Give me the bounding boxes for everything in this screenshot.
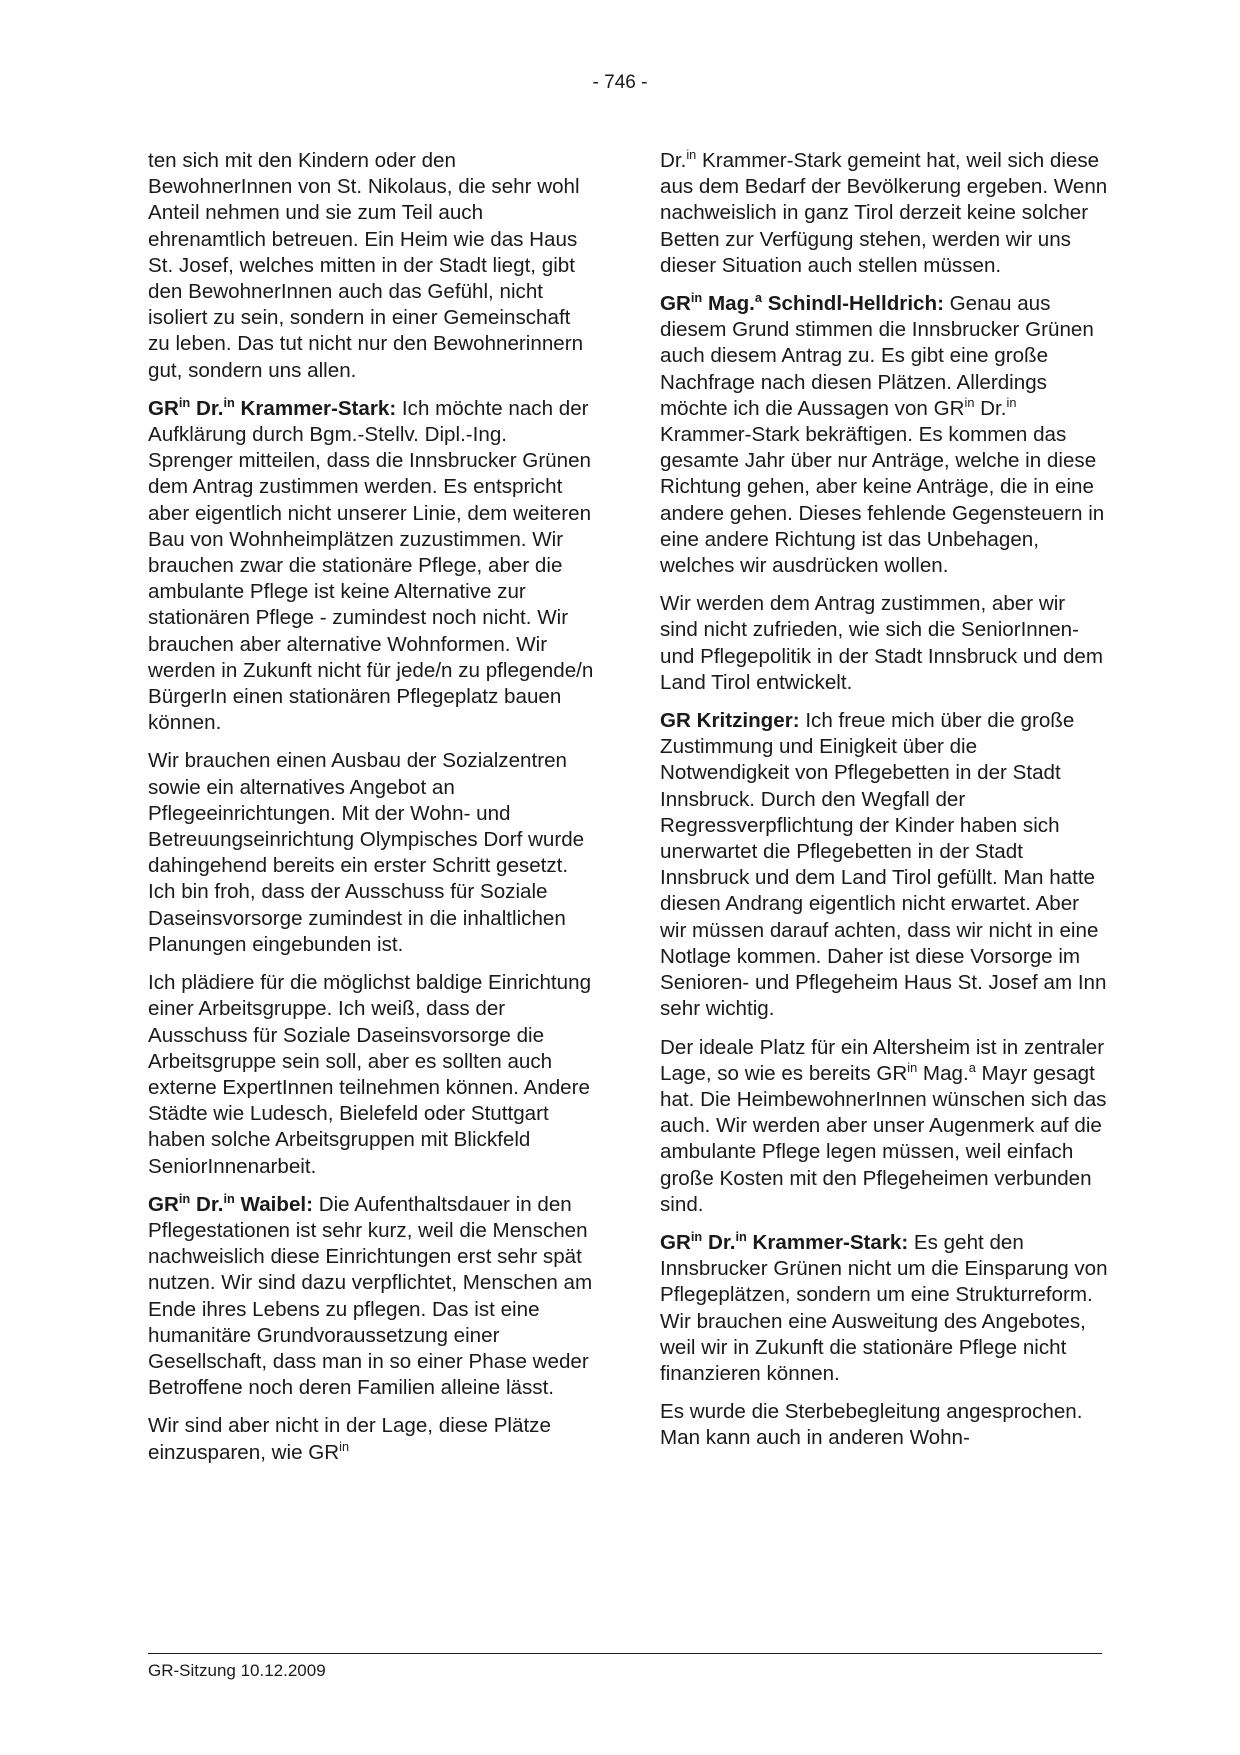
- speaker-label: $GR^{in}$ Dr.$^{in}$ Krammer-Stark:: [660, 1229, 909, 1254]
- paragraph: Wir sind aber nicht in der Lage, diese Plätze einzusparen, wie $GR^{in}$: [148, 1414, 551, 1464]
- speech-text: Genau aus diesem Grund stimmen die Innsbrucker Grünen auch diesem Antrag zu. Es gibt eine große Nachfrage nach diesen Plätzen. Allerdings möchte ich die Aussagen von $GR^{in}$ Dr.$^{in}$ Krammer-Stark bekräftigen. Es kommen das gesamte Jahr über nur Anträge, welche in diese Richtung gehen, aber keine Anträge, die in eine andere gehen. Dieses fehlende Gegensteuern in eine andere Richtung ist das Unbehagen, welches wir ausdrücken wollen.: [660, 292, 1105, 578]
- paragraph: Dr.$^{in}$ Krammer-Stark gemeint hat, weil sich diese aus dem Bedarf der Bevölkerung ergeben. Wenn nachweislich in ganz Tirol derzeit keine solcher Betten zur Verfügung stehen, werden wir uns dieser Situation auch stellen müssen.: [660, 147, 1108, 277]
- footer-session-date: GR-Sitzung 10.12.2009: [148, 1661, 326, 1680]
- paragraph: Ich plädiere für die möglichst baldige Einrichtung einer Arbeitsgruppe. Ich weiß, dass der Ausschuss für Soziale Daseinsvorsorge die Arbeitsgruppe sein soll, aber es sollten auch externe ExpertInnen teilnehmen können. Andere Städte wie Ludesch, Bielefeld oder Stuttgart haben solche Arbeitsgruppen mit Blickfeld SeniorInnenarbeit.: [148, 971, 592, 1178]
- right-column: [660, 148, 1108, 1464]
- speech-text: Die Aufenthaltsdauer in den Pflegestationen ist sehr kurz, weil die Menschen nachweislich diese Einrichtungen erst sehr spät nutzen. Wir sind dazu verpflichtet, Menschen am Ende ihres Lebens zu pflegen. Das ist eine humanitäre Grundvoraussetzung einer Gesellschaft, dass man in so einer Phase weder Betroffene noch deren Familien alleine lässt.: [148, 1192, 593, 1400]
- paragraph: ten sich mit den Kindern oder den BewohnerInnen von St. Nikolaus, die sehr wohl Anteil nehmen und sie zum Teil auch ehrenamtlich betreuen. Ein Heim wie das Haus St. Josef, welches mitten in der Stadt liegt, gibt den BewohnerInnen auch das Gefühl, nicht isoliert zu sein, sondern in einer Gemeinschaft zu leben. Das tut nicht nur den Bewohnerinnern gut, sondern uns allen.: [148, 149, 584, 382]
- left-column: [148, 148, 596, 1478]
- speech-text: Ich möchte nach der Aufklärung durch Bgm.-Stellv. Dipl.-Ing. Sprenger mitteilen, dass die Innsbrucker Grünen dem Antrag zustimmen werden. Es entspricht aber eigentlich nicht unserer Linie, dem weiteren Bau von Wohnheimplätzen zuzustimmen. Wir brauchen zwar die stationäre Pflege, aber die ambulante Pflege ist keine Alternative zur stationären Pflege - zumindest noch nicht. Wir brauchen aber alternative Wohnformen. Wir werden in Zukunft nicht für jede/n zu pflegende/n BürgerIn einen stationären Pflegeplatz bauen können.: [148, 396, 594, 735]
- paragraph: Es wurde die Sterbebegleitung angesprochen. Man kann auch in anderen Wohn-: [660, 1400, 1083, 1450]
- speech-text: Ich freue mich über die große Zustimmung und Einigkeit über die Notwendigkeit von Pflegebetten in der Stadt Innsbruck. Durch den Wegfall der Regressverpflichtung der Kinder haben sich unerwartet die Pflegebetten in der Stadt Innsbruck und dem Land Tirol gefüllt. Man hatte diesen Andrang eigentlich nicht erwartet. Aber wir müssen darauf achten, dass wir nicht in eine Notlage kommen. Daher ist diese Vorsorge im Senioren- und Pflegeheim Haus St. Josef am Inn sehr wichtig.: [660, 709, 1107, 1021]
- speaker-label: $GR^{in}$ Dr.$^{in}$ Krammer-Stark:: [148, 394, 397, 420]
- paragraph: Wir werden dem Antrag zustimmen, aber wir sind nicht zufrieden, wie sich die SeniorInnen- und Pflegepolitik in der Stadt Innsbruck und dem Land Tirol entwickelt.: [660, 592, 1104, 694]
- speaker-label: GR Kritzinger:: [660, 709, 800, 733]
- speech-krammer-stark-1: [148, 396, 596, 737]
- paragraph: Wir brauchen einen Ausbau der Sozialzentren sowie ein alternatives Angebot an Pflegeeinrichtungen. Mit der Wohn- und Betreuungseinrichtung Olympisches Dorf wurde dahingehend bereits ein erster Schritt gesetzt. Ich bin froh, dass der Ausschuss für Soziale Daseinsvorsorge zumindest in die inhaltlichen Planungen eingebunden ist.: [148, 749, 585, 956]
- paragraph: Der ideale Platz für ein Altersheim ist in zentraler Lage, so wie es bereits $GR^{in}$ Mag.$^a$ Mayr gesagt hat. Die HeimbewohnerInnen wünschen sich das auch. Wir werden aber unser Augenmerk auf die ambulante Pflege legen müssen, weil einfach große Kosten mit den Pflegeheimen verbunden sind.: [660, 1035, 1107, 1216]
- speech-schindl-helldrich: [660, 291, 1108, 579]
- speech-text: Es geht den Innsbrucker Grünen nicht um die Einsparung von Pflegeplätzen, sondern um eine Strukturreform. Wir brauchen eine Ausweitung des Angebotes, weil wir in Zukunft die stationäre Pflege nicht finanzieren können.: [660, 1230, 1108, 1385]
- footer-divider: [148, 1653, 1102, 1654]
- speaker-label: $GR^{in}$ Dr.$^{in}$ Waibel:: [148, 1190, 313, 1216]
- speaker-label: $GR^{in}$ Mag.$^a$ Schindl-Helldrich:: [660, 290, 944, 316]
- speech-kritzinger: [660, 708, 1108, 1022]
- page-number: - 746 -: [592, 72, 648, 93]
- speech-waibel: [148, 1192, 596, 1402]
- speech-krammer-stark-2: [660, 1230, 1108, 1387]
